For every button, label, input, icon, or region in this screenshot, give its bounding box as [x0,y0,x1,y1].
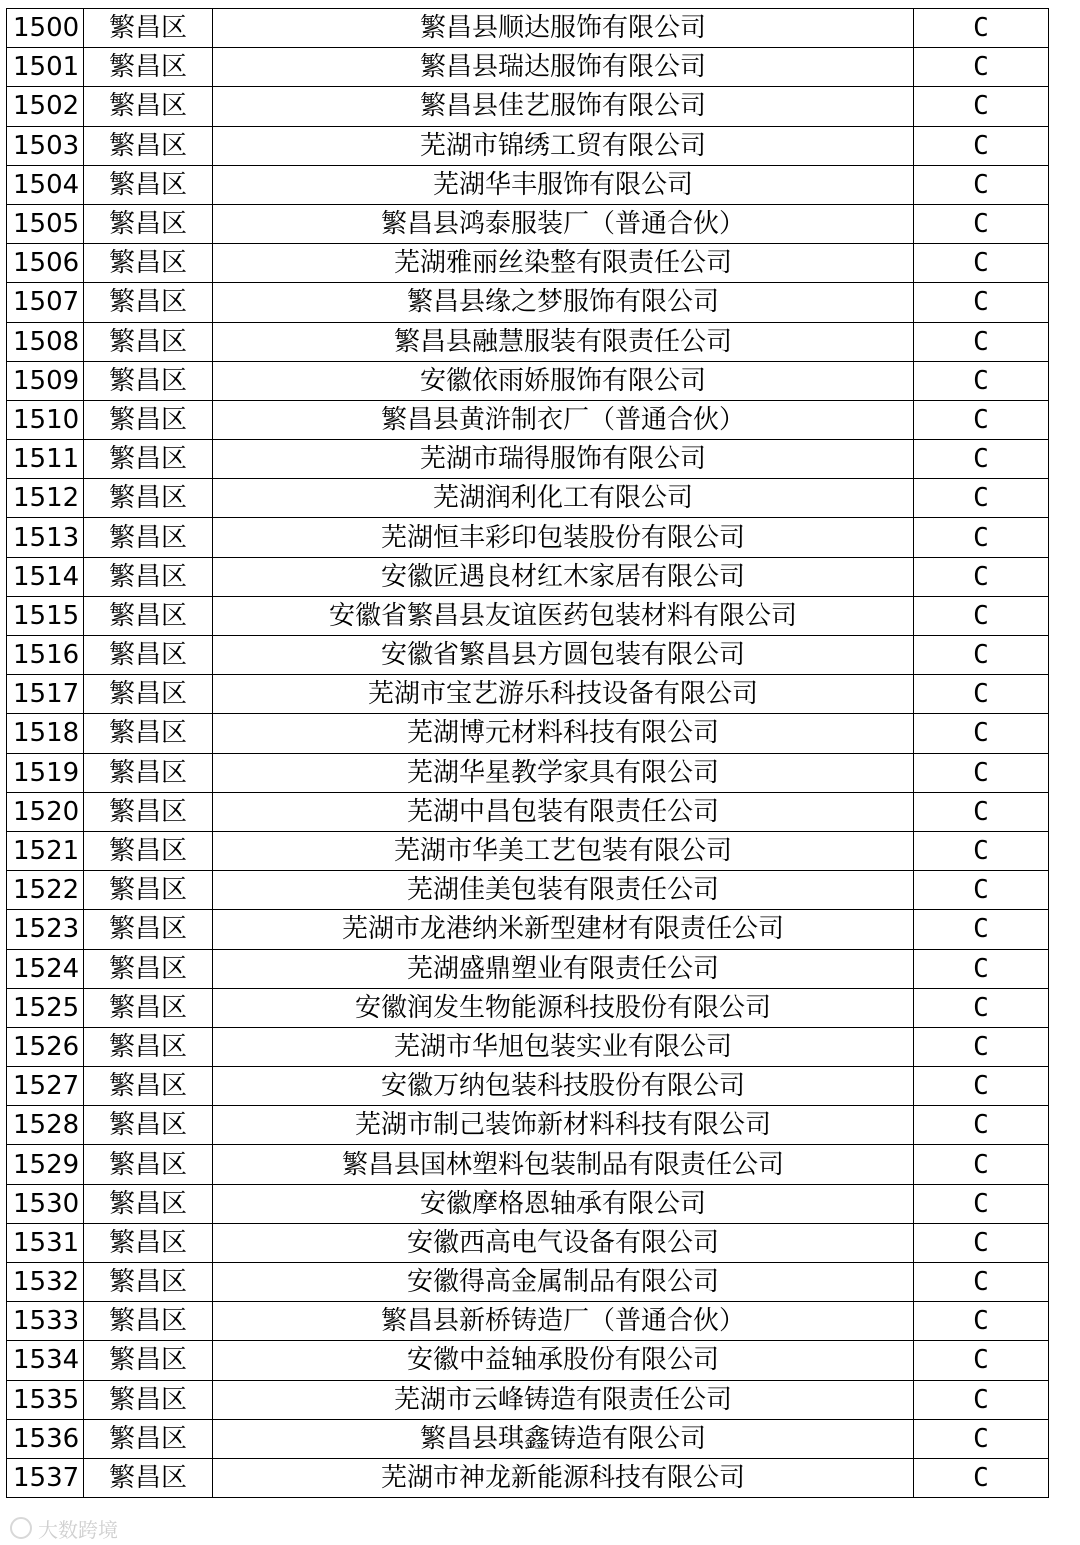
row-company: 芜湖市华美工艺包装有限公司 [213,831,914,870]
row-number: 1533 [7,1302,84,1341]
table-row [7,753,1049,792]
row-district: 繁昌区 [84,87,213,126]
row-company: 芜湖市神龙新能源科技有限公司 [213,1458,914,1497]
table-row [7,322,1049,361]
row-grade: C [914,283,1049,322]
row-district: 繁昌区 [84,1184,213,1223]
row-company: 芜湖佳美包装有限责任公司 [213,871,914,910]
table-row [7,165,1049,204]
table-row [7,440,1049,479]
row-district: 繁昌区 [84,165,213,204]
row-grade: C [914,1419,1049,1458]
table-row [7,87,1049,126]
row-grade: C [914,165,1049,204]
row-company: 芜湖市云峰铸造有限责任公司 [213,1380,914,1419]
row-company: 繁昌县新桥铸造厂（普通合伙） [213,1302,914,1341]
row-grade: C [914,1027,1049,1066]
table-row [7,283,1049,322]
row-district: 繁昌区 [84,949,213,988]
table-row [7,1380,1049,1419]
row-district: 繁昌区 [84,1027,213,1066]
row-number: 1513 [7,518,84,557]
table-row [7,910,1049,949]
table-row [7,126,1049,165]
row-grade: C [914,1184,1049,1223]
row-number: 1532 [7,1263,84,1302]
row-district: 繁昌区 [84,557,213,596]
row-district: 繁昌区 [84,753,213,792]
row-district: 繁昌区 [84,1263,213,1302]
table-row [7,361,1049,400]
row-grade: C [914,1106,1049,1145]
row-grade: C [914,714,1049,753]
row-company: 芜湖市锦绣工贸有限公司 [213,126,914,165]
table-row [7,1341,1049,1380]
row-district: 繁昌区 [84,988,213,1027]
row-grade: C [914,361,1049,400]
table-row [7,1302,1049,1341]
row-grade: C [914,1302,1049,1341]
row-grade: C [914,244,1049,283]
table-row [7,1263,1049,1302]
row-company: 安徽万纳包装科技股份有限公司 [213,1067,914,1106]
row-number: 1500 [7,9,84,48]
row-number: 1534 [7,1341,84,1380]
row-grade: C [914,1458,1049,1497]
table-row [7,988,1049,1027]
table-row [7,675,1049,714]
row-number: 1514 [7,557,84,596]
table-row [7,204,1049,243]
row-grade: C [914,636,1049,675]
table-row [7,714,1049,753]
row-district: 繁昌区 [84,9,213,48]
row-district: 繁昌区 [84,792,213,831]
row-grade: C [914,949,1049,988]
row-grade: C [914,48,1049,87]
row-number: 1505 [7,204,84,243]
row-district: 繁昌区 [84,596,213,635]
row-company: 芜湖雅丽丝染整有限责任公司 [213,244,914,283]
row-company: 芜湖中昌包装有限责任公司 [213,792,914,831]
row-number: 1521 [7,831,84,870]
row-company: 芜湖恒丰彩印包装股份有限公司 [213,518,914,557]
row-district: 繁昌区 [84,48,213,87]
credit-rating-table [6,8,1049,1498]
row-district: 繁昌区 [84,518,213,557]
row-number: 1507 [7,283,84,322]
row-company: 繁昌县鸿泰服装厂（普通合伙） [213,204,914,243]
row-district: 繁昌区 [84,322,213,361]
row-company: 安徽摩格恩轴承有限公司 [213,1184,914,1223]
row-number: 1537 [7,1458,84,1497]
table-row [7,1419,1049,1458]
row-company: 芜湖市宝艺游乐科技设备有限公司 [213,675,914,714]
table-row [7,949,1049,988]
row-number: 1518 [7,714,84,753]
row-district: 繁昌区 [84,871,213,910]
row-number: 1526 [7,1027,84,1066]
watermark [10,1515,118,1541]
row-number: 1536 [7,1419,84,1458]
row-number: 1502 [7,87,84,126]
row-number: 1517 [7,675,84,714]
row-number: 1510 [7,400,84,439]
row-grade: C [914,675,1049,714]
row-grade: C [914,126,1049,165]
watermark-logo-icon [10,1517,32,1539]
row-district: 繁昌区 [84,831,213,870]
row-company: 芜湖华星教学家具有限公司 [213,753,914,792]
row-company: 芜湖华丰服饰有限公司 [213,165,914,204]
row-district: 繁昌区 [84,1341,213,1380]
row-number: 1531 [7,1223,84,1262]
row-company: 繁昌县琪鑫铸造有限公司 [213,1419,914,1458]
row-district: 繁昌区 [84,361,213,400]
row-number: 1523 [7,910,84,949]
row-grade: C [914,440,1049,479]
table-row [7,244,1049,283]
row-grade: C [914,988,1049,1027]
row-grade: C [914,792,1049,831]
row-company: 繁昌县瑞达服饰有限公司 [213,48,914,87]
row-grade: C [914,831,1049,870]
row-grade: C [914,322,1049,361]
row-district: 繁昌区 [84,440,213,479]
table-row [7,518,1049,557]
row-district: 繁昌区 [84,1145,213,1184]
row-company: 安徽依雨娇服饰有限公司 [213,361,914,400]
row-company: 安徽匠遇良材红木家居有限公司 [213,557,914,596]
table-row [7,636,1049,675]
row-grade: C [914,753,1049,792]
row-company: 安徽西高电气设备有限公司 [213,1223,914,1262]
row-district: 繁昌区 [84,244,213,283]
row-number: 1529 [7,1145,84,1184]
row-company: 安徽中益轴承股份有限公司 [213,1341,914,1380]
row-grade: C [914,1341,1049,1380]
row-number: 1512 [7,479,84,518]
row-company: 安徽省繁昌县友谊医药包装材料有限公司 [213,596,914,635]
row-grade: C [914,1380,1049,1419]
row-district: 繁昌区 [84,1223,213,1262]
row-grade: C [914,1263,1049,1302]
row-district: 繁昌区 [84,1380,213,1419]
table-row [7,871,1049,910]
row-district: 繁昌区 [84,126,213,165]
table-row [7,479,1049,518]
row-company: 芜湖市制己装饰新材料科技有限公司 [213,1106,914,1145]
row-district: 繁昌区 [84,204,213,243]
row-number: 1506 [7,244,84,283]
row-company: 芜湖盛鼎塑业有限责任公司 [213,949,914,988]
row-grade: C [914,1067,1049,1106]
row-company: 芜湖博元材料科技有限公司 [213,714,914,753]
table-row [7,400,1049,439]
row-district: 繁昌区 [84,1419,213,1458]
table-row [7,1027,1049,1066]
row-number: 1504 [7,165,84,204]
row-number: 1530 [7,1184,84,1223]
row-district: 繁昌区 [84,910,213,949]
row-number: 1528 [7,1106,84,1145]
row-company: 芜湖润利化工有限公司 [213,479,914,518]
table-row [7,1223,1049,1262]
row-company: 芜湖市龙港纳米新型建材有限责任公司 [213,910,914,949]
row-number: 1516 [7,636,84,675]
table-row [7,1145,1049,1184]
row-district: 繁昌区 [84,714,213,753]
row-number: 1525 [7,988,84,1027]
row-grade: C [914,400,1049,439]
row-number: 1503 [7,126,84,165]
table-row [7,9,1049,48]
row-district: 繁昌区 [84,1106,213,1145]
row-number: 1522 [7,871,84,910]
row-company: 繁昌县黄浒制衣厂（普通合伙） [213,400,914,439]
row-number: 1527 [7,1067,84,1106]
row-company: 芜湖市华旭包装实业有限公司 [213,1027,914,1066]
row-number: 1515 [7,596,84,635]
table-row [7,1458,1049,1497]
table-row [7,792,1049,831]
row-district: 繁昌区 [84,283,213,322]
row-company: 繁昌县融慧服装有限责任公司 [213,322,914,361]
table-row [7,1184,1049,1223]
row-grade: C [914,1223,1049,1262]
table-row [7,1106,1049,1145]
row-number: 1509 [7,361,84,400]
row-district: 繁昌区 [84,1067,213,1106]
row-grade: C [914,518,1049,557]
row-district: 繁昌区 [84,400,213,439]
row-company: 繁昌县佳艺服饰有限公司 [213,87,914,126]
row-company: 芜湖市瑞得服饰有限公司 [213,440,914,479]
table-row [7,831,1049,870]
table-body [7,9,1049,1498]
row-number: 1520 [7,792,84,831]
table-row [7,557,1049,596]
row-grade: C [914,596,1049,635]
row-company: 安徽得高金属制品有限公司 [213,1263,914,1302]
row-company: 繁昌县缘之梦服饰有限公司 [213,283,914,322]
row-district: 繁昌区 [84,1302,213,1341]
row-number: 1535 [7,1380,84,1419]
row-district: 繁昌区 [84,675,213,714]
row-number: 1519 [7,753,84,792]
row-grade: C [914,557,1049,596]
row-company: 安徽省繁昌县方圆包装有限公司 [213,636,914,675]
table-row [7,48,1049,87]
row-number: 1511 [7,440,84,479]
row-grade: C [914,871,1049,910]
table-row [7,1067,1049,1106]
row-grade: C [914,479,1049,518]
row-company: 安徽润发生物能源科技股份有限公司 [213,988,914,1027]
row-grade: C [914,204,1049,243]
row-district: 繁昌区 [84,636,213,675]
row-number: 1508 [7,322,84,361]
table-row [7,596,1049,635]
row-grade: C [914,9,1049,48]
row-district: 繁昌区 [84,1458,213,1497]
row-number: 1501 [7,48,84,87]
row-company: 繁昌县顺达服饰有限公司 [213,9,914,48]
row-grade: C [914,1145,1049,1184]
row-district: 繁昌区 [84,479,213,518]
row-number: 1524 [7,949,84,988]
row-grade: C [914,910,1049,949]
row-grade: C [914,87,1049,126]
row-company: 繁昌县国林塑料包装制品有限责任公司 [213,1145,914,1184]
watermark-text: 大数跨境 [38,1517,118,1542]
